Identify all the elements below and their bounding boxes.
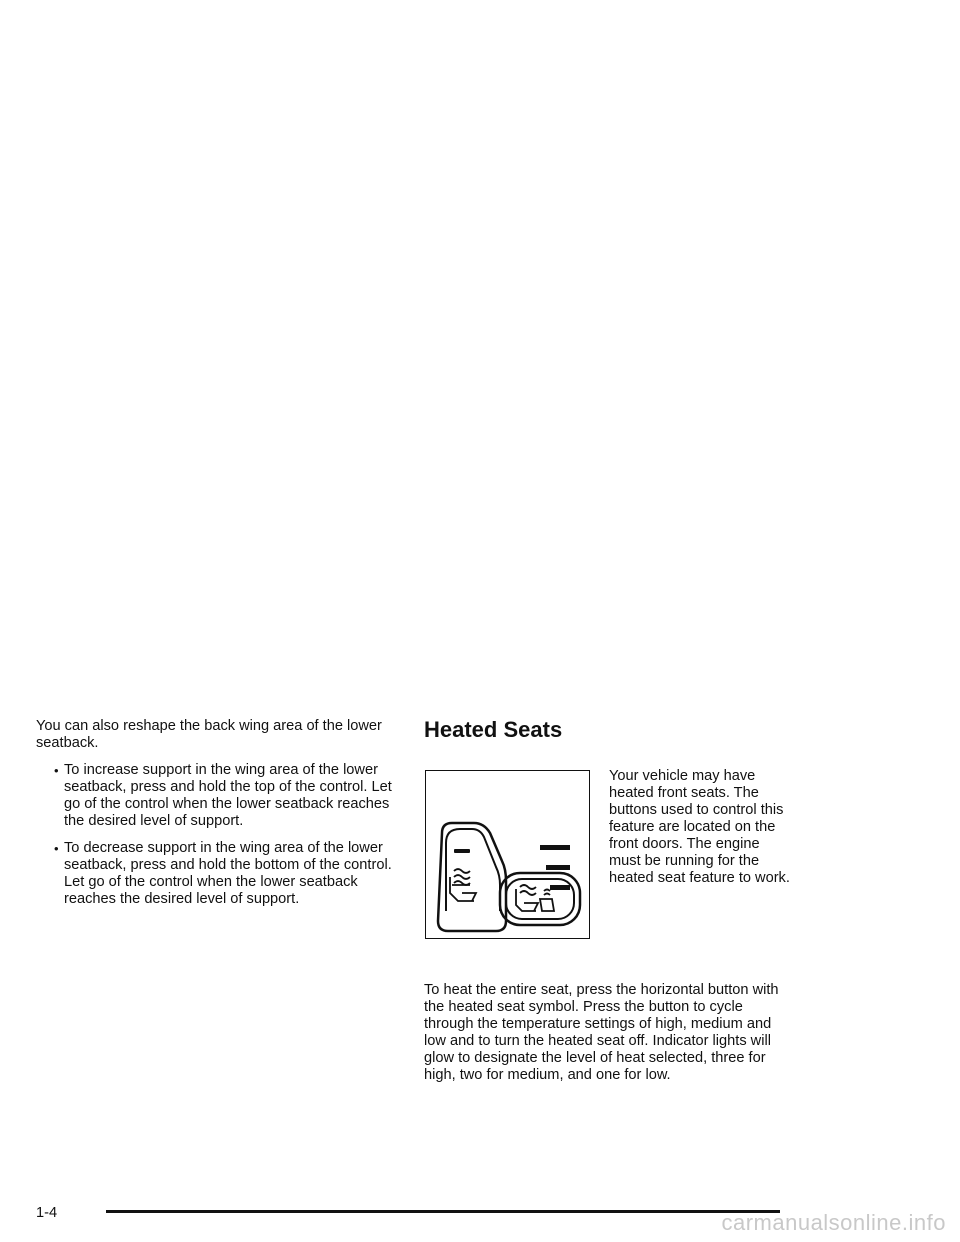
- footer-rule: [106, 1210, 780, 1213]
- body-paragraph: To heat the entire seat, press the horizontal button with the heated seat symbol. Press the button to cycle through the temperature settings of high, medium and low and to turn the heated seat off. Indicator lights will glow to designate the level of heat selected, three for high, two for medium, and one for low.: [424, 982, 779, 1083]
- heated-seat-control-figure: [425, 770, 590, 939]
- bullet-dot-icon: •: [54, 763, 59, 778]
- intro-paragraph: You can also reshape the back wing area of the lower seatback.: [36, 718, 382, 751]
- watermark: carmanualsonline.info: [721, 1210, 946, 1235]
- section-heading: Heated Seats: [424, 717, 563, 742]
- indicator-light: [546, 865, 570, 870]
- heated-seat-control-icon: [426, 771, 588, 937]
- side-paragraph: Your vehicle may have heated front seats. The buttons used to control this feature are located on the front doors. The engine must be running for the heated seat feature to work.: [609, 768, 790, 886]
- indicator-light: [540, 845, 570, 850]
- bullet-text: To increase support in the wing area of the lower seatback, press and hold the top of the control. Let go of the control when the lower seatback reaches the desired level of support.: [64, 762, 392, 829]
- right-column: [424, 716, 794, 1099]
- bullet-item: [36, 840, 396, 908]
- figure-row: [424, 754, 794, 954]
- indicator-light: [550, 885, 570, 890]
- page-number: 1-4: [36, 1205, 58, 1221]
- bullet-list: [36, 762, 396, 908]
- bullet-text: To decrease support in the wing area of the lower seatback, press and hold the bottom of the control. Let go of the control when the lower seatback reaches the desired level of support.: [64, 840, 392, 907]
- bullet-dot-icon: •: [54, 841, 59, 856]
- left-column: [36, 718, 396, 918]
- bullet-item: [36, 762, 396, 830]
